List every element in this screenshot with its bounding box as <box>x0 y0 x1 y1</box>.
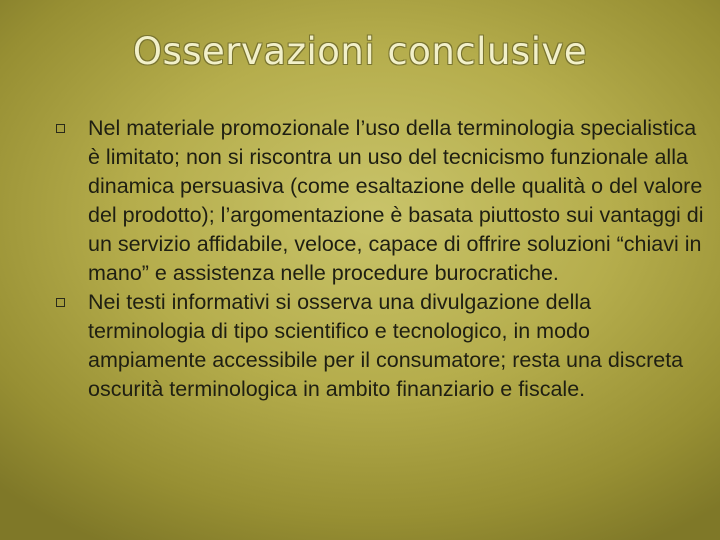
bullet-list <box>48 114 708 404</box>
bullet-text: Nel materiale promozionale l’uso della terminologia specialistica è limitato; non si riscontra un uso del tecnicismo funzionale alla dinamica persuasiva (come esaltazione delle qualità o del valore del prodotto); l’argomentazione è basata piuttosto sui vantaggi di un servizio affidabile, veloce, capace di offrire soluzioni “chiavi in mano” e assistenza nelle procedure burocratiche. <box>88 116 704 285</box>
slide-title: Osservazioni conclusive <box>132 30 588 73</box>
bullet-text: Nei testi informativi si osserva una divulgazione della terminologia di tipo scientifico e tecnologico, in modo ampiamente accessibile per il consumatore; resta una discreta oscurità terminologica in ambito finanziario e fiscale. <box>88 290 684 401</box>
bullet-item <box>48 288 708 404</box>
bullet-item <box>48 114 708 288</box>
square-bullet-icon <box>56 298 65 307</box>
square-bullet-icon <box>56 124 65 133</box>
